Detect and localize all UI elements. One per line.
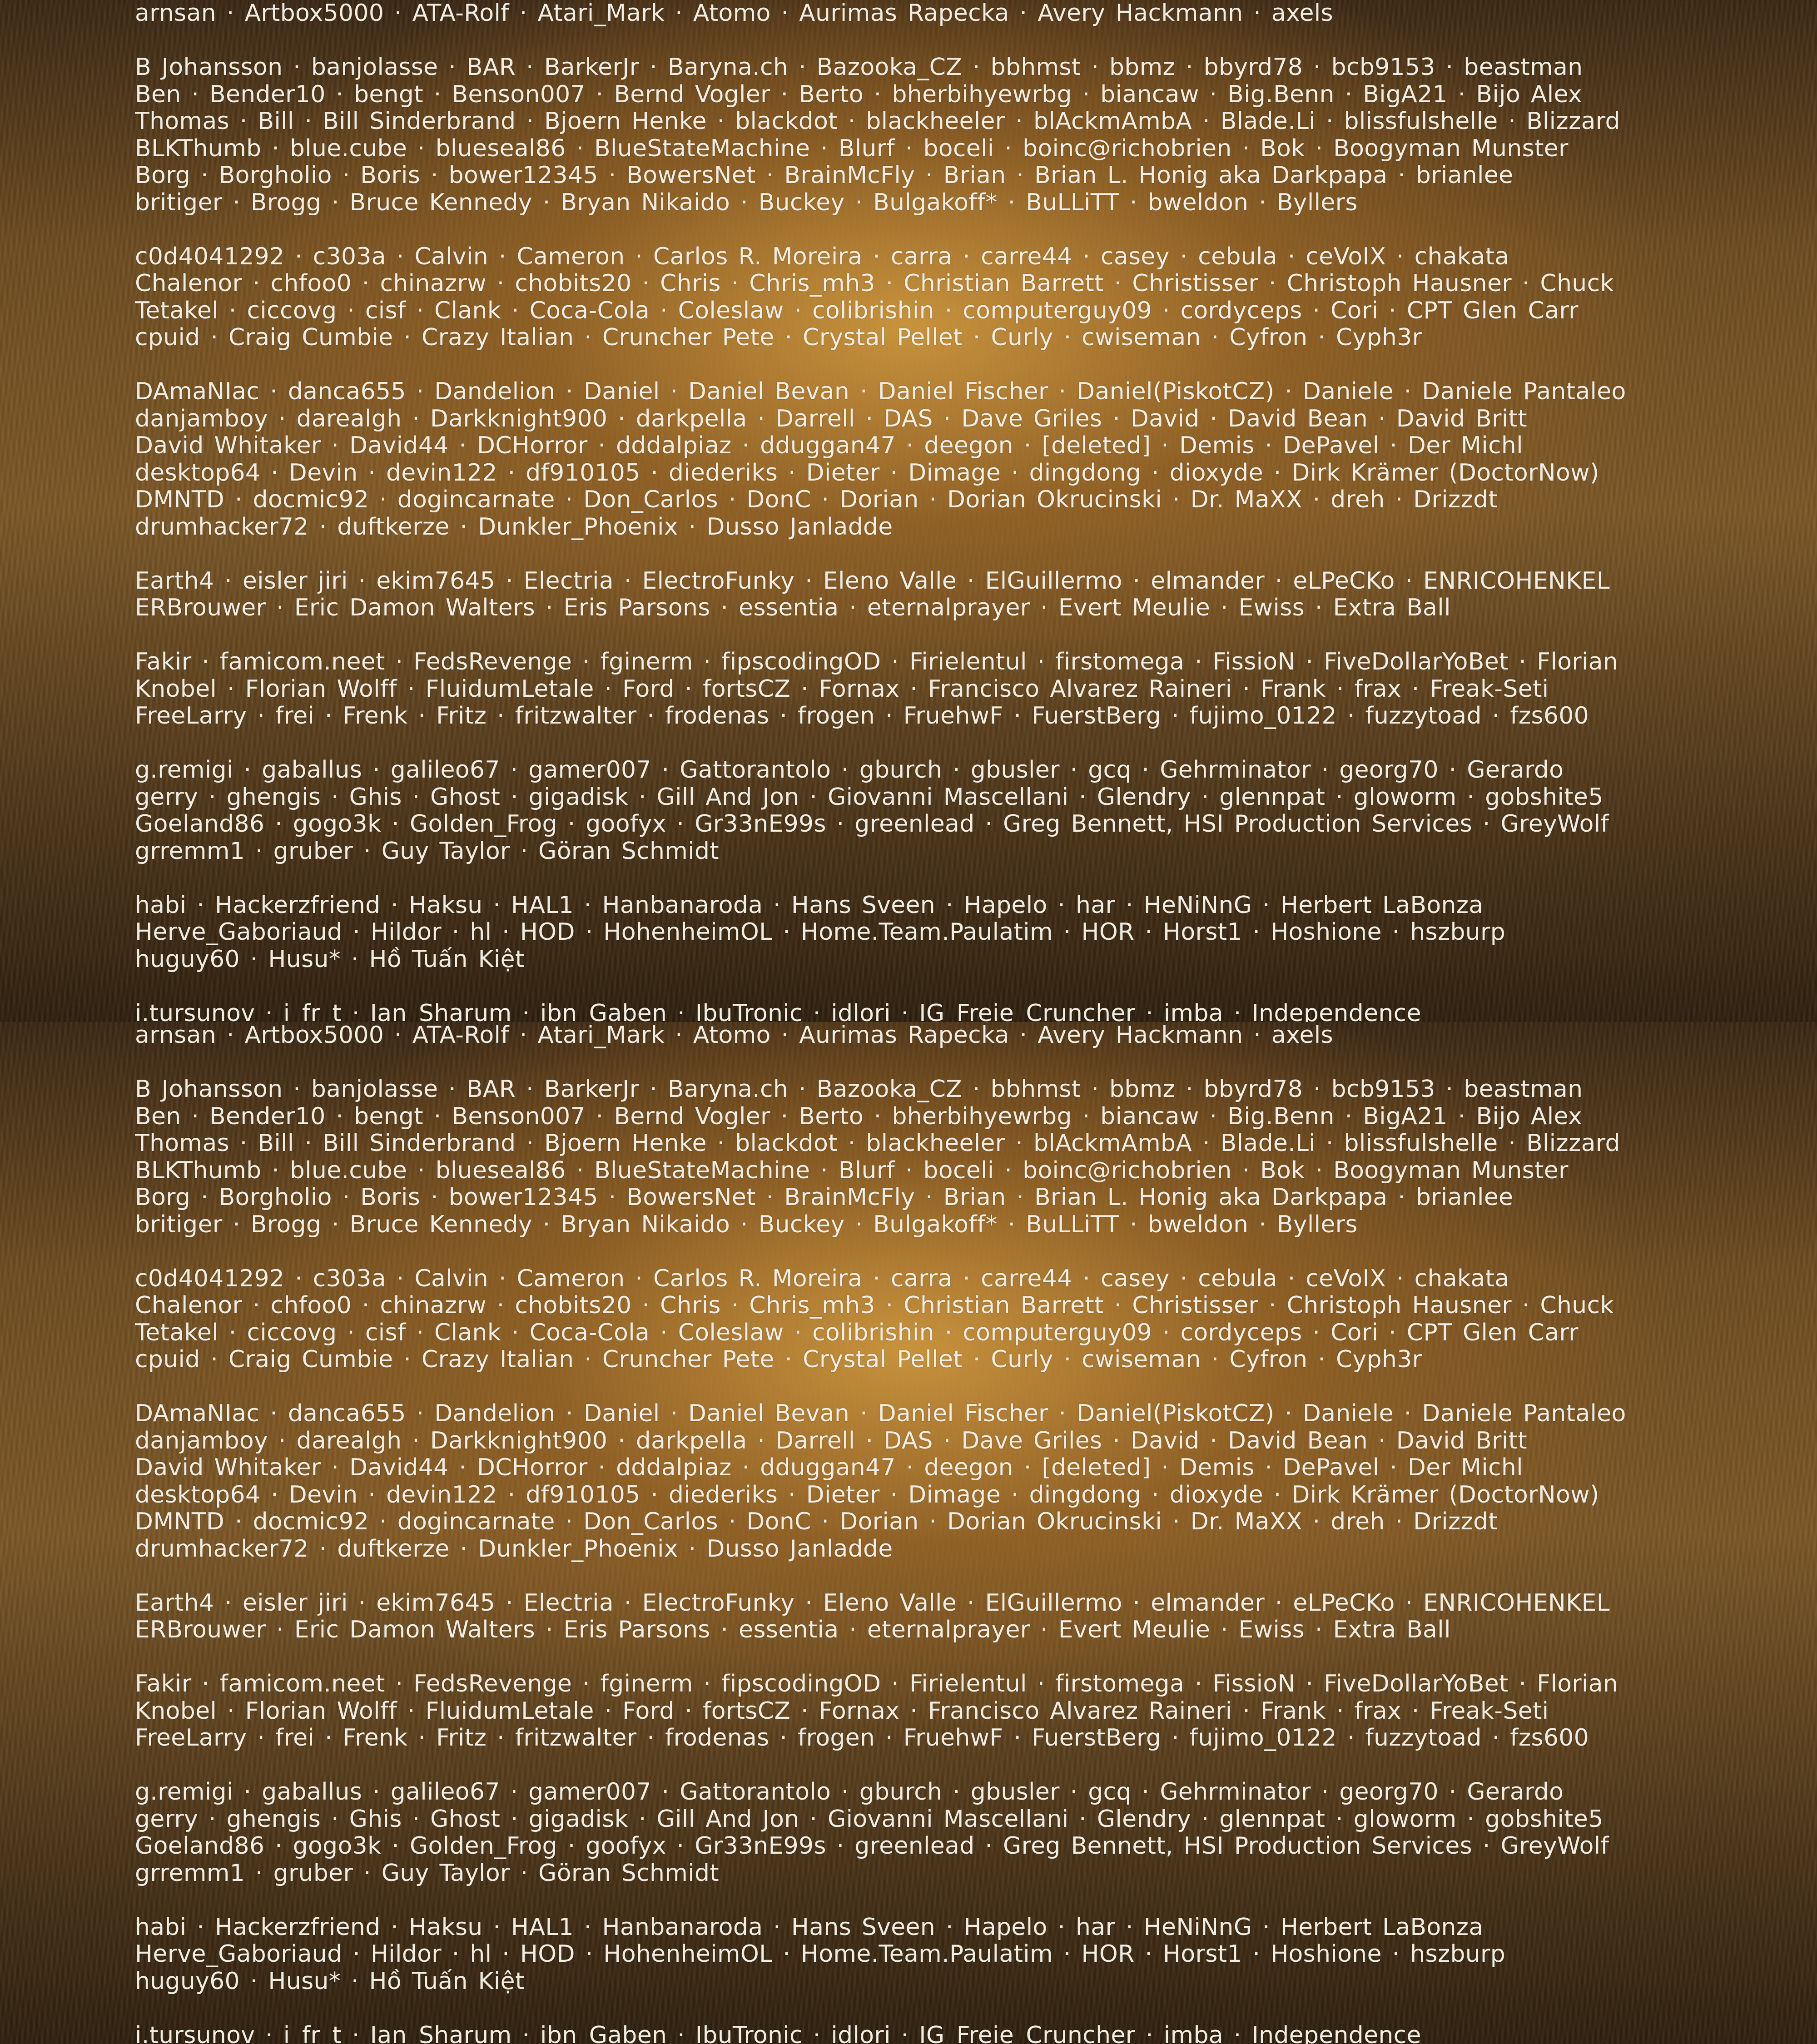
credits-row: c0d4041292 · c303a · Calvin · Cameron · Carlos R. Moreira · carra · carre44 · casey · cebula · ceVoIX · chakata xyxy=(135,243,1676,271)
credits-row: ERBrouwer · Eric Damon Walters · Eris Parsons · essentia · eternalprayer · Evert Meulie · Ewiss · Extra Ball xyxy=(135,1617,1676,1644)
credits-row: britiger · Brogg · Bruce Kennedy · Bryan Nikaido · Buckey · Bulgakoff* · BuLLiTT · bweldon · Byllers xyxy=(135,189,1676,217)
credits-row: Borg · Borgholio · Boris · bower12345 · BowersNet · BrainMcFly · Brian · Brian L. Honig aka Darkpapa · brianlee xyxy=(135,1184,1676,1211)
credits-row: g.remigi · gaballus · galileo67 · gamer007 · Gattorantolo · gburch · gbusler · gcq · Gehrminator · georg70 · Gerardo xyxy=(135,757,1676,784)
credits-row: FreeLarry · frei · Frenk · Fritz · fritzwalter · frodenas · frogen · FruehwF · FuerstBerg · fujimo_0122 · fuzzytoad · fzs600 xyxy=(135,1725,1676,1752)
credits-row: cpuid · Craig Cumbie · Crazy Italian · Cruncher Pete · Crystal Pellet · Curly · cwiseman · Cyfron · Cyph3r xyxy=(135,324,1676,352)
credits-row: Thomas · Bill · Bill Sinderbrand · Bjoern Henke · blackdot · blackheeler · blAckmAmbA · Blade.Li · blissfulshelle · Blizzard xyxy=(135,108,1676,135)
credits-row: Fakir · famicom.neet · FedsRevenge · fginerm · fipscodingOD · Firielentul · firstomega · FissioN · FiveDollarYoBet · Florian xyxy=(135,649,1676,676)
credits-row: drumhacker72 · duftkerze · Dunkler_Phoenix · Dusso Janladde xyxy=(135,1536,1676,1563)
credits-row: Earth4 · eisler jiri · ekim7645 · Electria · ElectroFunky · Eleno Valle · ElGuillermo · elmander · eLPeCKo · ENRICOHENKEL xyxy=(135,1590,1676,1617)
credits-row: huguy60 · Husu* · Hồ Tuấn Kiệt xyxy=(135,946,1676,973)
credits-row: Fakir · famicom.neet · FedsRevenge · fginerm · fipscodingOD · Firielentul · firstomega · FissioN · FiveDollarYoBet · Florian xyxy=(135,1671,1676,1698)
credits-row: FreeLarry · frei · Frenk · Fritz · fritzwalter · frodenas · frogen · FruehwF · FuerstBerg · fujimo_0122 · fuzzytoad · fzs600 xyxy=(135,703,1676,730)
credits-row: huguy60 · Husu* · Hồ Tuấn Kiệt xyxy=(135,1968,1676,1995)
credits-row: cpuid · Craig Cumbie · Crazy Italian · Cruncher Pete · Crystal Pellet · Curly · cwiseman · Cyfron · Cyph3r xyxy=(135,1346,1676,1374)
credits-row: Knobel · Florian Wolff · FluidumLetale · Ford · fortsCZ · Fornax · Francisco Alvarez Raineri · Frank · frax · Freak-Seti xyxy=(135,1698,1676,1725)
credits-row: Chalenor · chfoo0 · chinazrw · chobits20 · Chris · Chris_mh3 · Christian Barrett · Christisser · Christoph Hausner · Chuck xyxy=(135,1292,1676,1320)
credits-row: grremm1 · gruber · Guy Taylor · Göran Schmidt xyxy=(135,838,1676,865)
credits-row: gerry · ghengis · Ghis · Ghost · gigadisk · Gill And Jon · Giovanni Mascellani · Glendry · glennpat · gloworm · gobshite5 xyxy=(135,784,1676,811)
credits-row: i.tursunov · i_fr_t · Ian_Sharum · ibn_Gaben · IbuTronic · idlori · IG_Freie_Cruncher · imba · Independence xyxy=(135,2022,1676,2044)
credits-row: DMNTD · docmic92 · dogincarnate · Don_Carlos · DonC · Dorian · Dorian Okrucinski · Dr. MaXX · dreh · Drizzdt xyxy=(135,1508,1676,1536)
credits-row: B Johansson · banjolasse · BAR · BarkerJr · Baryna.ch · Bazooka_CZ · bbhmst · bbmz · bbyrd78 · bcb9153 · beastman xyxy=(135,1076,1676,1103)
credits-row: danjamboy · darealgh · Darkknight900 · darkpella · Darrell · DAS · Dave Griles · David · David Bean · David Britt xyxy=(135,406,1676,433)
credits-row: David Whitaker · David44 · DCHorror · dddalpiaz · dduggan47 · deegon · [deleted] · Demis · DePavel · Der Michl xyxy=(135,1454,1676,1482)
credits-row: Herve_Gaboriaud · Hildor · hl · HOD · HohenheimOL · Home.Team.Paulatim · HOR · Horst1 · Hoshione · hszburp xyxy=(135,919,1676,946)
credits-row: Ben · Bender10 · bengt · Benson007 · Bernd Vogler · Berto · bherbihyewrbg · biancaw · Big.Benn · BigA21 · Bijo Alex xyxy=(135,1103,1676,1131)
credits-row: desktop64 · Devin · devin122 · df910105 · diederiks · Dieter · Dimage · dingdong · dioxyde · Dirk Krämer (DoctorNow) xyxy=(135,460,1676,487)
credits-row: g.remigi · gaballus · galileo67 · gamer007 · Gattorantolo · gburch · gbusler · gcq · Gehrminator · georg70 · Gerardo xyxy=(135,1779,1676,1806)
credits-row: Goeland86 · gogo3k · Golden_Frog · goofyx · Gr33nE99s · greenlead · Greg Bennett, HSI Production Services · GreyWolf xyxy=(135,811,1676,838)
credits-row: gerry · ghengis · Ghis · Ghost · gigadisk · Gill And Jon · Giovanni Mascellani · Glendry · glennpat · gloworm · gobshite5 xyxy=(135,1806,1676,1833)
credits-row: DMNTD · docmic92 · dogincarnate · Don_Carlos · DonC · Dorian · Dorian Okrucinski · Dr. MaXX · dreh · Drizzdt xyxy=(135,486,1676,514)
credits-row: c0d4041292 · c303a · Calvin · Cameron · Carlos R. Moreira · carra · carre44 · casey · cebula · ceVoIX · chakata xyxy=(135,1265,1676,1293)
credits-row: Tetakel · ciccovg · cisf · Clank · Coca-Cola · Coleslaw · colibrishin · computerguy09 · cordyceps · Cori · CPT Glen Carr xyxy=(135,1320,1676,1347)
credits-row: Ben · Bender10 · bengt · Benson007 · Bernd Vogler · Berto · bherbihyewrbg · biancaw · Big.Benn · BigA21 · Bijo Alex xyxy=(135,81,1676,109)
credits-row: DAmaNIac · danca655 · Dandelion · Daniel · Daniel Bevan · Daniel Fischer · Daniel(PiskotCZ) · Daniele · Daniele Pantaleo xyxy=(135,1400,1676,1428)
credits-row: habi · Hackerzfriend · Haksu · HAL1 · Hanbanaroda · Hans Sveen · Hapelo · har · HeNiNnG · Herbert LaBonza xyxy=(135,892,1676,919)
credits-row: ERBrouwer · Eric Damon Walters · Eris Parsons · essentia · eternalprayer · Evert Meulie · Ewiss · Extra Ball xyxy=(135,595,1676,622)
credits-row: Thomas · Bill · Bill Sinderbrand · Bjoern Henke · blackdot · blackheeler · blAckmAmbA · Blade.Li · blissfulshelle · Blizzard xyxy=(135,1130,1676,1157)
credits-row: danjamboy · darealgh · Darkknight900 · darkpella · Darrell · DAS · Dave Griles · David · David Bean · David Britt xyxy=(135,1428,1676,1455)
credits-row: Knobel · Florian Wolff · FluidumLetale · Ford · fortsCZ · Fornax · Francisco Alvarez Raineri · Frank · frax · Freak-Seti xyxy=(135,676,1676,703)
credits-row: BLKThumb · blue.cube · blueseal86 · BlueStateMachine · Blurf · boceli · boinc@richobrien · Bok · Boogyman Munster xyxy=(135,135,1676,163)
credits-row: Herve_Gaboriaud · Hildor · hl · HOD · HohenheimOL · Home.Team.Paulatim · HOR · Horst1 · Hoshione · hszburp xyxy=(135,1941,1676,1968)
credits-row: habi · Hackerzfriend · Haksu · HAL1 · Hanbanaroda · Hans Sveen · Hapelo · har · HeNiNnG · Herbert LaBonza xyxy=(135,1914,1676,1941)
credits-row: Goeland86 · gogo3k · Golden_Frog · goofyx · Gr33nE99s · greenlead · Greg Bennett, HSI Production Services · GreyWolf xyxy=(135,1833,1676,1860)
credits-row: britiger · Brogg · Bruce Kennedy · Bryan Nikaido · Buckey · Bulgakoff* · BuLLiTT · bweldon · Byllers xyxy=(135,1211,1676,1239)
credits-row: Borg · Borgholio · Boris · bower12345 · BowersNet · BrainMcFly · Brian · Brian L. Honig aka Darkpapa · brianlee xyxy=(135,162,1676,189)
credits-row: David Whitaker · David44 · DCHorror · dddalpiaz · dduggan47 · deegon · [deleted] · Demis · DePavel · Der Michl xyxy=(135,432,1676,460)
credits-row: Chalenor · chfoo0 · chinazrw · chobits20 · Chris · Chris_mh3 · Christian Barrett · Christisser · Christoph Hausner · Chuck xyxy=(135,270,1676,298)
credits-row: Tetakel · ciccovg · cisf · Clank · Coca-Cola · Coleslaw · colibrishin · computerguy09 · cordyceps · Cori · CPT Glen Carr xyxy=(135,298,1676,325)
credits-row: arnsan · Artbox5000 · ATA-Rolf · Atari_Mark · Atomo · Aurimas Rapecka · Avery Hackmann · axels xyxy=(135,1022,1676,1049)
credits-row: grremm1 · gruber · Guy Taylor · Göran Schmidt xyxy=(135,1860,1676,1887)
credits-row: B Johansson · banjolasse · BAR · BarkerJr · Baryna.ch · Bazooka_CZ · bbhmst · bbmz · bbyrd78 · bcb9153 · beastman xyxy=(135,54,1676,81)
credits-row: DAmaNIac · danca655 · Dandelion · Daniel · Daniel Bevan · Daniel Fischer · Daniel(PiskotCZ) · Daniele · Daniele Pantaleo xyxy=(135,378,1676,406)
credits-row: drumhacker72 · duftkerze · Dunkler_Phoenix · Dusso Janladde xyxy=(135,514,1676,541)
credits-row: Earth4 · eisler jiri · ekim7645 · Electria · ElectroFunky · Eleno Valle · ElGuillermo · elmander · eLPeCKo · ENRICOHENKEL xyxy=(135,568,1676,595)
credits-row: arnsan · Artbox5000 · ATA-Rolf · Atari_Mark · Atomo · Aurimas Rapecka · Avery Hackmann · axels xyxy=(135,0,1676,27)
credits-row: i.tursunov · i_fr_t · Ian_Sharum · ibn_Gaben · IbuTronic · idlori · IG_Freie_Cruncher · imba · Independence xyxy=(135,1000,1676,1022)
credits-row: desktop64 · Devin · devin122 · df910105 · diederiks · Dieter · Dimage · dingdong · dioxyde · Dirk Krämer (DoctorNow) xyxy=(135,1482,1676,1509)
credits-row: BLKThumb · blue.cube · blueseal86 · BlueStateMachine · Blurf · boceli · boinc@richobrien · Bok · Boogyman Munster xyxy=(135,1157,1676,1185)
